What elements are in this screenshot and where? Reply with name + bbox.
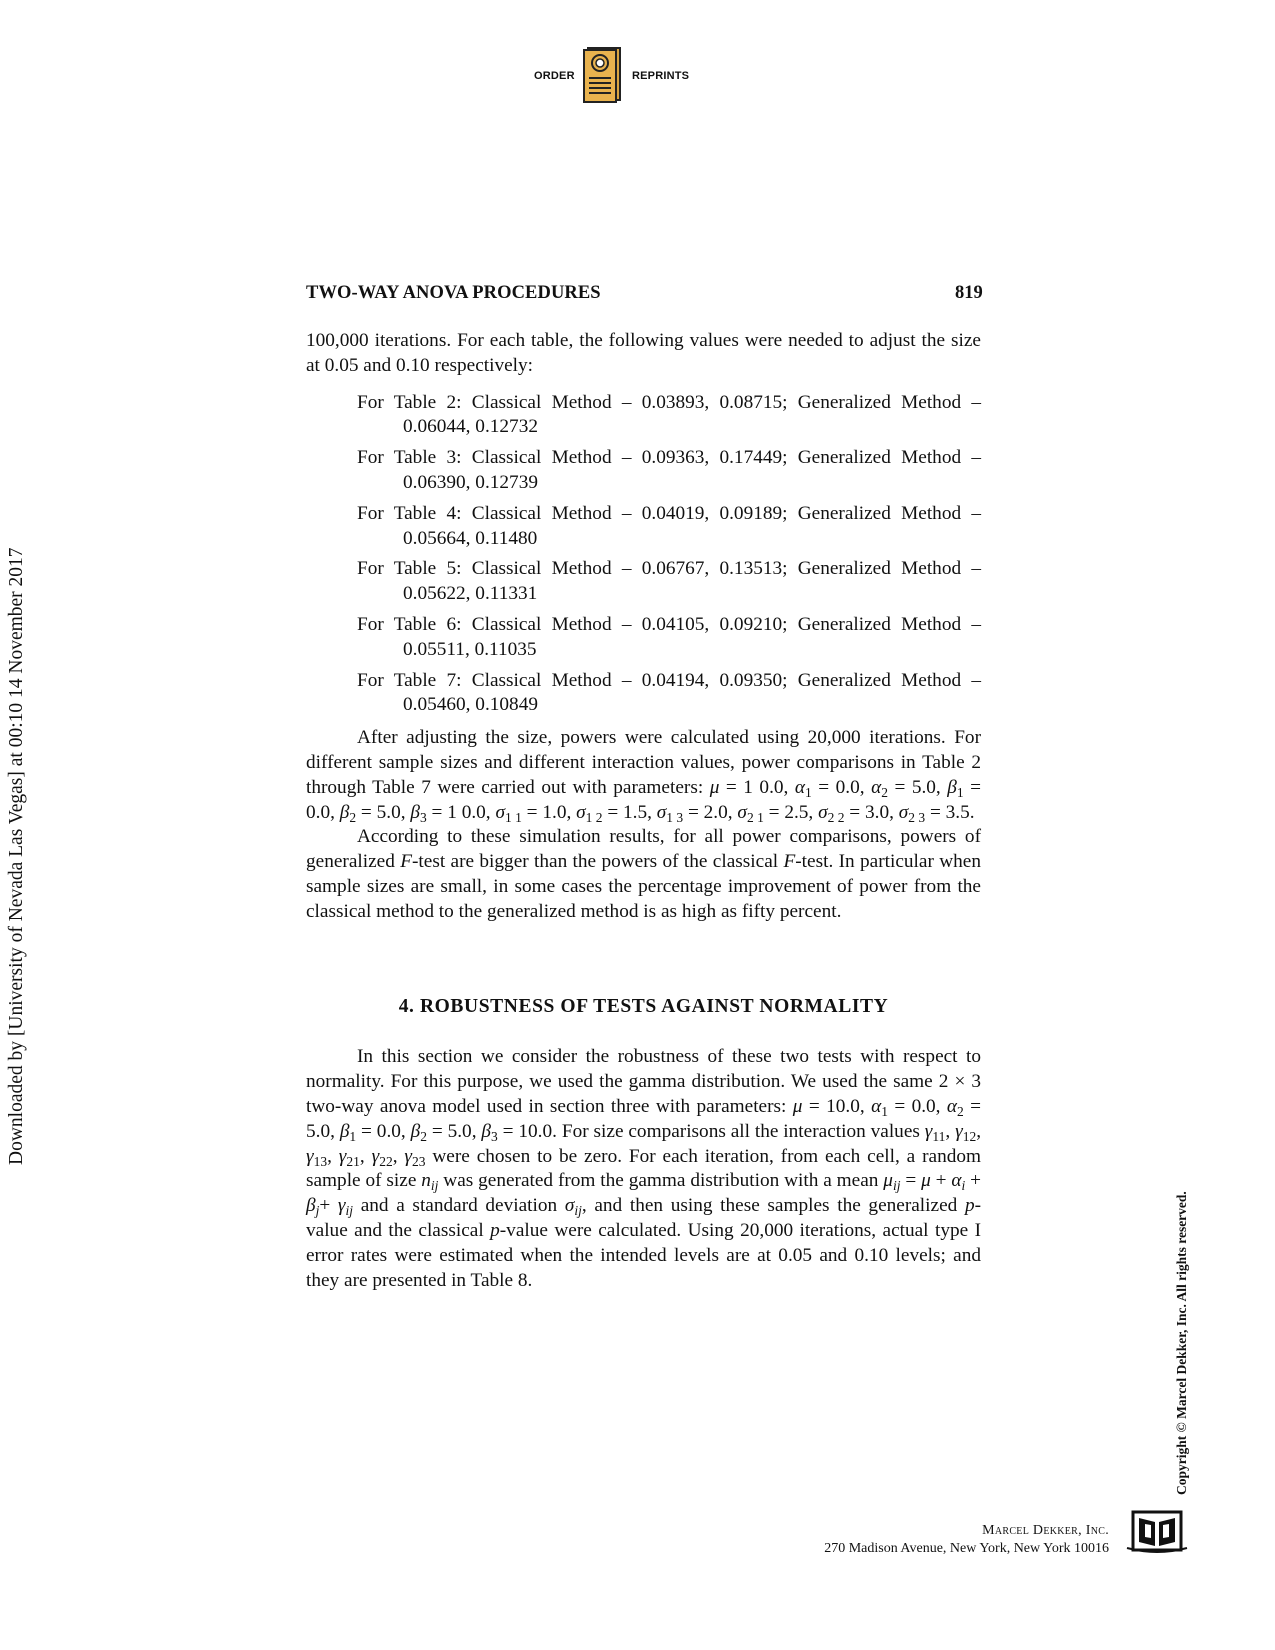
- parameter-term: $\sigma_{2 3} = 3.5$.: [898, 801, 975, 825]
- reprint-document-icon[interactable]: [580, 46, 624, 104]
- f-symbol: F: [783, 851, 796, 873]
- parameter-term: $\sigma_{2 2} = 3.0$,: [818, 801, 899, 825]
- parameter-term: μ = 1 0.0,: [709, 776, 795, 798]
- conclusion-text: According to these simulation results, for all power comparisons, powers of generalized: [306, 826, 981, 873]
- adjustment-item: For Table 5: Classical Method – 0.06767, 0.13513; Generalized Method – 0.05622, 0.11331: [357, 558, 981, 605]
- conclusion-text: -test are bigger than the powers of the classical: [411, 851, 784, 873]
- parameter-term: $\beta_2 = 5.0$,: [339, 801, 411, 825]
- adjustment-list: [306, 391, 981, 719]
- robustness-text: -value were calculated. Using 20,000 iterations, actual type I error rates were estimated when the intended levels are at 0.05 and 0.10 levels; and they are presented in Table 8.: [306, 1219, 981, 1291]
- parameter-term: $\beta_2 = 5.0$,: [410, 1120, 482, 1144]
- parameter-term: $\beta_1 = 0.0$,: [306, 776, 982, 823]
- robustness-text: For size comparisons all the interaction values: [561, 1120, 920, 1142]
- robustness-text: -value and the classical: [306, 1195, 981, 1241]
- reprints-link[interactable]: REPRINTS: [632, 70, 690, 82]
- page-body: [306, 329, 981, 1293]
- publisher-name: Marcel Dekker, Inc.: [982, 1523, 1109, 1538]
- publisher-address: 270 Madison Avenue, New York, New York 10016: [824, 1541, 1109, 1556]
- parameter-term: $\sigma_{2 1} = 2.5$,: [737, 801, 819, 825]
- section-heading: 4. ROBUSTNESS OF TESTS AGAINST NORMALITY: [398, 995, 889, 1017]
- parameter-term: $\beta_3 = 10.0$.: [481, 1120, 557, 1144]
- power-text: After adjusting the size, powers were calculated using 20,000 iterations. For different sample sizes and different interaction values, power comparisons in Table 2 through Table 7 were carried out with parameters:: [306, 727, 981, 798]
- gamma-term: $\gamma_{12}$,: [955, 1120, 982, 1144]
- parameter-term: $\alpha_2 = 5.0$,: [871, 776, 948, 800]
- parameter-term: $\sigma_{1 1} = 1.0$,: [495, 801, 577, 825]
- parameter-term: $\sigma_{1 3} = 2.0$,: [656, 801, 738, 825]
- p-symbol: p: [964, 1195, 975, 1217]
- f-symbol: F: [400, 851, 412, 873]
- robustness-text: was generated from the gamma distribution with a mean: [443, 1170, 879, 1192]
- running-header-title: TWO-WAY ANOVA PROCEDURES: [306, 283, 601, 303]
- robustness-text: , and then using these samples the generalized: [581, 1195, 965, 1217]
- adjustment-item: For Table 3: Classical Method – 0.09363, 0.17449; Generalized Method – 0.06390, 0.12739: [357, 447, 981, 493]
- publisher-block: [824, 1522, 1109, 1558]
- adjustment-item: For Table 2: Classical Method – 0.03893, 0.08715; Generalized Method – 0.06044, 0.12732: [357, 391, 981, 438]
- order-reprints-banner[interactable]: [0, 44, 1275, 104]
- parameter-term: $\sigma_{1 2} = 1.5$,: [576, 801, 657, 825]
- power-paragraph: [306, 726, 981, 825]
- conclusion-text: -test. In particular when sample sizes are small, in some cases the percentage improvement of power from the classical method to the generalized method is as high as fifty percent.: [306, 851, 981, 922]
- gamma-term: $\gamma_{22}$,: [371, 1145, 405, 1169]
- robustness-text: and a standard deviation: [360, 1195, 558, 1217]
- parameter-term: $\beta_3 = 1$ 0.0,: [410, 801, 496, 825]
- robustness-text: In this section we consider the robustness of these two tests with respect to normality. For this purpose, we used the gamma distribution. We used the same 2 × 3 two-way anova model used in section three with parameters:: [306, 1046, 981, 1117]
- gamma-term: $\gamma_{13}$,: [306, 1145, 339, 1169]
- intro-paragraph: 100,000 iterations. For each table, the following values were needed to adjust the size at 0.05 and 0.10 respectively:: [306, 330, 981, 376]
- n-ij-symbol: $n_{ij}$: [421, 1170, 439, 1194]
- gamma-term: $\gamma_{21}$,: [338, 1145, 372, 1169]
- page-number: 819: [955, 283, 983, 303]
- robustness-text: were chosen to be zero. For each iteration, from each cell, a random sample of size: [306, 1145, 982, 1192]
- publisher-logo-icon: [1125, 1508, 1189, 1554]
- order-link[interactable]: ORDER: [534, 70, 575, 82]
- parameter-term: $\alpha_1 = 0.0$,: [871, 1095, 947, 1119]
- robustness-paragraph: [306, 1045, 981, 1293]
- sigma-ij-symbol: $\sigma_{ij}$: [564, 1195, 582, 1219]
- parameter-term: $\alpha_1 = 0.0$,: [794, 776, 872, 800]
- p-symbol: p: [490, 1219, 500, 1241]
- parameter-term: $\beta_1 = 0.0$,: [339, 1120, 411, 1144]
- mean-formula: $\mu_{ij} = \mu + \alpha_i + \beta_j+ \gamma_{ij}$: [306, 1170, 982, 1219]
- adjustment-item: For Table 4: Classical Method – 0.04019, 0.09189; Generalized Method – 0.05664, 0.11480: [357, 502, 981, 549]
- download-note: Downloaded by [University of Nevada Las Vegas] at 00:10 14 November 2017: [6, 547, 27, 1165]
- gamma-term: $\gamma_{23}$: [404, 1145, 426, 1169]
- adjustment-item: For Table 6: Classical Method – 0.04105, 0.09210; Generalized Method – 0.05511, 0.11035: [357, 613, 981, 660]
- gamma-term: $\gamma_{11}$,: [924, 1120, 956, 1144]
- adjustment-item: For Table 7: Classical Method – 0.04194, 0.09350; Generalized Method – 0.05460, 0.10849: [357, 669, 981, 716]
- conclusion-paragraph: [306, 825, 981, 924]
- copyright-note: Copyright © Marcel Dekker, Inc. All rights reserved.: [1174, 1191, 1189, 1495]
- parameter-term: μ = 10.0,: [792, 1095, 872, 1117]
- parameter-term: $\alpha_2 = 5.0$,: [306, 1095, 981, 1142]
